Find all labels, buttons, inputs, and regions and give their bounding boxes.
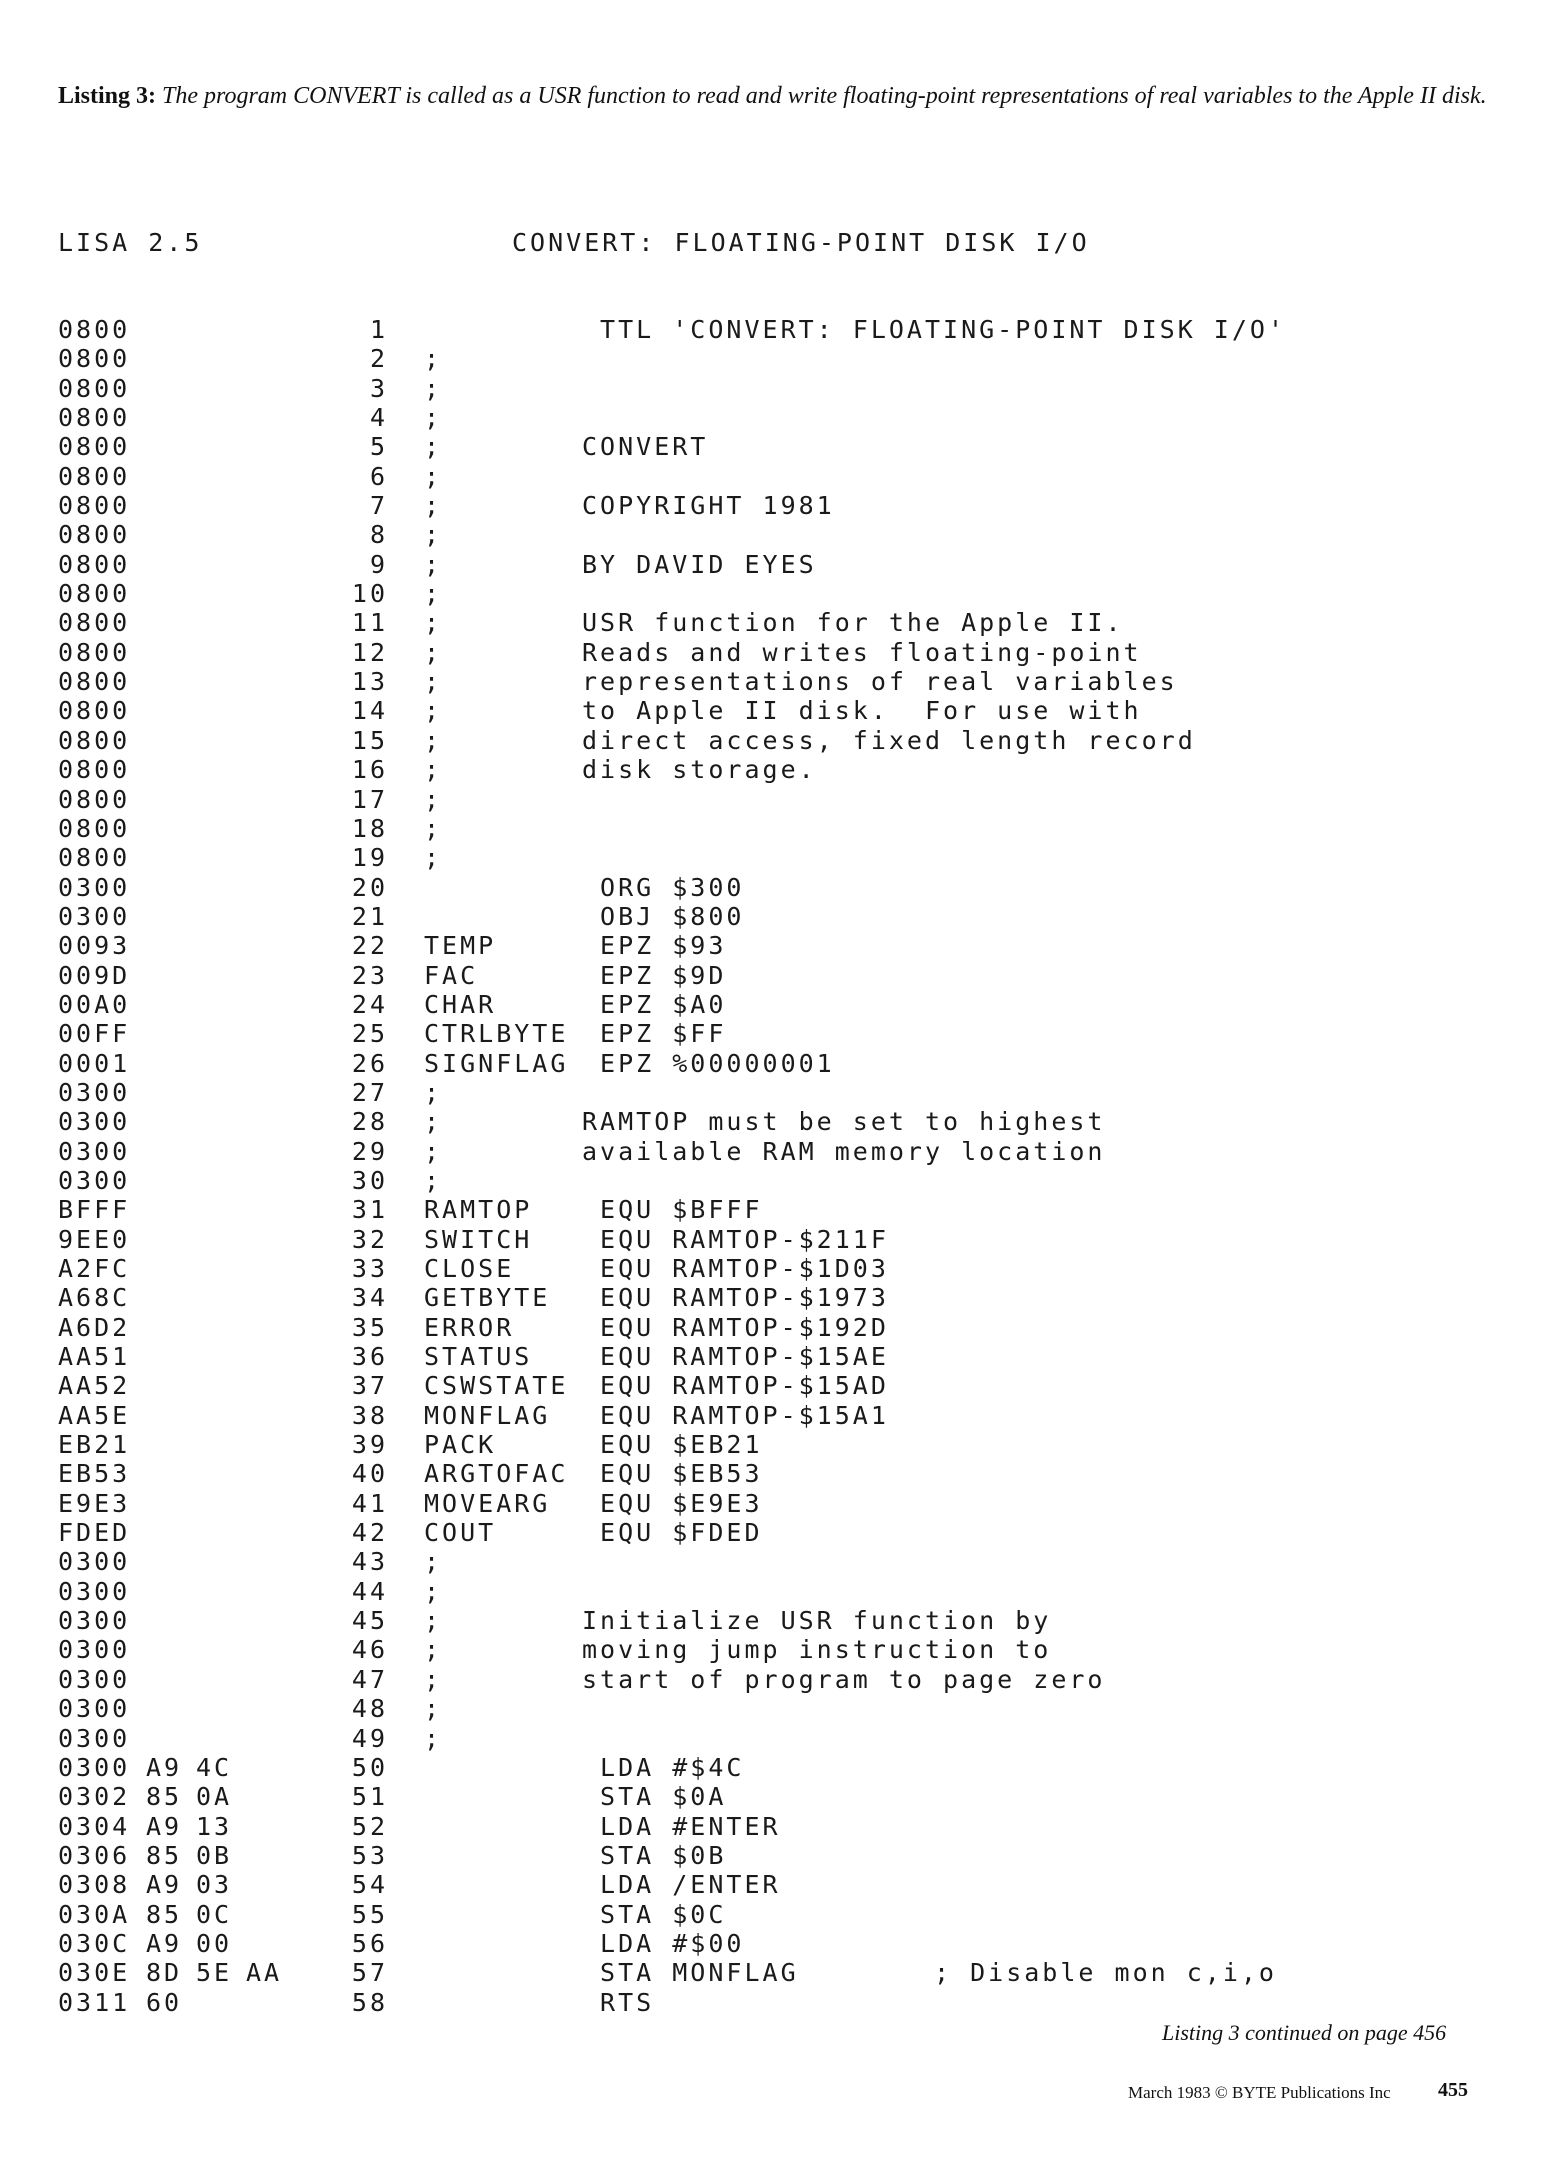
listing-line <box>0 462 1567 491</box>
operation: CONVERT <box>582 432 709 462</box>
byte-2: 00 <box>196 1928 233 1958</box>
operation: EPZ $A0 <box>582 989 727 1019</box>
line-number: 19 <box>351 843 388 873</box>
line-number: 33 <box>351 1254 388 1283</box>
listing-line <box>0 1547 1567 1576</box>
byte-2: 03 <box>196 1870 233 1900</box>
label: ; <box>424 813 443 843</box>
operation: representations of real variables <box>582 667 1178 697</box>
operation: STA MONFLAG <box>582 1958 799 1988</box>
label: CLOSE <box>424 1254 515 1283</box>
listing-line <box>0 1900 1567 1929</box>
line-number: 43 <box>351 1547 388 1577</box>
address: 0800 <box>58 491 131 521</box>
byte-2: 4C <box>196 1752 233 1782</box>
listing-line <box>0 843 1567 872</box>
operation: RTS <box>582 1987 655 2017</box>
label: RAMTOP <box>424 1195 533 1225</box>
address: BFFF <box>58 1195 131 1225</box>
line-number: 45 <box>351 1606 388 1636</box>
address: AA51 <box>58 1342 131 1372</box>
operation: STA $0B <box>582 1840 727 1870</box>
address: 0300 <box>58 1606 131 1636</box>
listing-line <box>0 667 1567 696</box>
listing-line <box>0 1254 1567 1283</box>
address: 009D <box>58 960 131 990</box>
operation: BY DAVID EYES <box>582 549 817 579</box>
operation: direct access, fixed length record <box>582 725 1196 755</box>
operation: to Apple II disk. For use with <box>582 696 1142 726</box>
listing-line <box>0 1137 1567 1166</box>
operation: EQU $E9E3 <box>582 1488 763 1518</box>
label: ; <box>424 725 443 755</box>
line-number: 54 <box>351 1870 388 1900</box>
operation: STA $0C <box>582 1899 727 1929</box>
address: 0300 <box>58 1547 131 1577</box>
address: 9EE0 <box>58 1224 131 1254</box>
listing-line <box>0 1812 1567 1841</box>
page-number: 455 <box>1438 2079 1468 2101</box>
operation: EQU $EB21 <box>582 1430 763 1460</box>
assembler-header: LISA 2.5 <box>58 228 203 257</box>
line-number: 4 <box>369 403 388 433</box>
operation: EPZ $FF <box>582 1019 727 1049</box>
listing-title: CONVERT: FLOATING-POINT DISK I/O <box>512 228 1090 257</box>
line-number: 26 <box>351 1048 388 1078</box>
line-number: 41 <box>351 1488 388 1518</box>
comment: ; Disable mon c,i,o <box>934 1958 1277 1988</box>
listing-line <box>0 990 1567 1019</box>
label: ; <box>424 1077 443 1107</box>
address: 0300 <box>58 1635 131 1665</box>
listing-line <box>0 315 1567 344</box>
label: ; <box>424 608 443 638</box>
address: 0800 <box>58 403 131 433</box>
listing-line <box>0 1107 1567 1136</box>
address: 0300 <box>58 1664 131 1694</box>
address: 030A <box>58 1899 131 1929</box>
label: ; <box>424 520 443 550</box>
listing-line <box>0 520 1567 549</box>
listing-line <box>0 1606 1567 1635</box>
address: 0300 <box>58 1752 131 1782</box>
byte-2: 0C <box>196 1899 233 1929</box>
line-number: 3 <box>369 373 388 403</box>
line-number: 34 <box>351 1283 388 1313</box>
publication-line: March 1983 © BYTE Publications Inc <box>1128 2083 1391 2102</box>
listing-line <box>0 1078 1567 1107</box>
address: 0300 <box>58 1694 131 1724</box>
address: 0800 <box>58 373 131 403</box>
address: 0300 <box>58 901 131 931</box>
label: MONFLAG <box>424 1400 551 1430</box>
operation: USR function for the Apple II. <box>582 608 1124 638</box>
line-number: 37 <box>351 1371 388 1401</box>
operation: OBJ $800 <box>582 901 745 931</box>
line-number: 29 <box>351 1136 388 1166</box>
line-number: 23 <box>351 960 388 990</box>
line-number: 24 <box>351 989 388 1019</box>
line-number: 51 <box>351 1782 388 1812</box>
listing-line <box>0 491 1567 520</box>
listing-line <box>0 1724 1567 1753</box>
operation: TTL 'CONVERT: FLOATING-POINT DISK I/O' <box>582 315 1286 344</box>
operation: EQU RAMTOP-$1D03 <box>582 1254 889 1283</box>
address: 0800 <box>58 813 131 843</box>
line-number: 38 <box>351 1400 388 1430</box>
address: 030C <box>58 1928 131 1958</box>
listing-line <box>0 1166 1567 1195</box>
byte-1: 8D <box>146 1958 183 1988</box>
address: 0308 <box>58 1870 131 1900</box>
operation: moving jump instruction to <box>582 1635 1052 1665</box>
operation: EQU RAMTOP-$15AE <box>582 1342 889 1372</box>
listing-line <box>0 814 1567 843</box>
line-number: 2 <box>369 344 388 374</box>
operation: EQU RAMTOP-$211F <box>582 1224 889 1254</box>
label: ARGTOFAC <box>424 1459 569 1489</box>
operation: disk storage. <box>582 755 817 785</box>
listing-line <box>0 1665 1567 1694</box>
line-number: 31 <box>351 1195 388 1225</box>
line-number: 28 <box>351 1107 388 1137</box>
listing-line <box>0 1635 1567 1664</box>
line-number: 8 <box>369 520 388 550</box>
operation: ORG $300 <box>582 872 745 902</box>
address: EB21 <box>58 1430 131 1460</box>
address: 0800 <box>58 549 131 579</box>
label: ; <box>424 549 443 579</box>
address: A2FC <box>58 1254 131 1283</box>
line-number: 13 <box>351 667 388 697</box>
line-number: 52 <box>351 1811 388 1841</box>
operation: EQU $EB53 <box>582 1459 763 1489</box>
label: ; <box>424 403 443 433</box>
operation: COPYRIGHT 1981 <box>582 491 835 521</box>
line-number: 11 <box>351 608 388 638</box>
line-number: 15 <box>351 725 388 755</box>
listing-line <box>0 1753 1567 1782</box>
label: ; <box>424 491 443 521</box>
label: GETBYTE <box>424 1283 551 1313</box>
address: AA52 <box>58 1371 131 1401</box>
line-number: 39 <box>351 1430 388 1460</box>
byte-1: A9 <box>146 1928 183 1958</box>
address: 0800 <box>58 579 131 609</box>
listing-line <box>0 374 1567 403</box>
address: 0800 <box>58 315 131 344</box>
byte-1: A9 <box>146 1752 183 1782</box>
label: CSWSTATE <box>424 1371 569 1401</box>
byte-2: 5E <box>196 1958 233 1988</box>
line-number: 48 <box>351 1694 388 1724</box>
byte-2: 0A <box>196 1782 233 1812</box>
operation: STA $0A <box>582 1782 727 1812</box>
line-number: 53 <box>351 1840 388 1870</box>
line-number: 56 <box>351 1928 388 1958</box>
address: 030E <box>58 1958 131 1988</box>
label: ; <box>424 1576 443 1606</box>
address: A68C <box>58 1283 131 1313</box>
listing-line <box>0 931 1567 960</box>
address: 0300 <box>58 1576 131 1606</box>
line-number: 9 <box>369 549 388 579</box>
byte-1: A9 <box>146 1870 183 1900</box>
operation: RAMTOP must be set to highest <box>582 1107 1106 1137</box>
listing-line <box>0 726 1567 755</box>
line-number: 58 <box>351 1987 388 2017</box>
address: 0800 <box>58 755 131 785</box>
address: 0800 <box>58 637 131 667</box>
listing-line <box>0 403 1567 432</box>
line-number: 10 <box>351 579 388 609</box>
caption-text: The program CONVERT is called as a USR function to read and write floating-point representations of real variables to the Apple II disk. <box>162 83 1487 109</box>
line-number: 1 <box>369 315 388 344</box>
line-number: 50 <box>351 1752 388 1782</box>
address: 0302 <box>58 1782 131 1812</box>
line-number: 18 <box>351 813 388 843</box>
line-number: 36 <box>351 1342 388 1372</box>
address: 0300 <box>58 1165 131 1195</box>
label: ; <box>424 637 443 667</box>
line-number: 42 <box>351 1518 388 1548</box>
continued-note: Listing 3 continued on page 456 <box>1162 2020 1447 2045</box>
listing-line <box>0 1988 1567 2017</box>
address: 0800 <box>58 725 131 755</box>
line-number: 12 <box>351 637 388 667</box>
label: ; <box>424 1547 443 1577</box>
line-number: 55 <box>351 1899 388 1929</box>
label: COUT <box>424 1518 497 1548</box>
listing-line <box>0 1019 1567 1048</box>
listing-line <box>0 1958 1567 1987</box>
code-listing <box>0 315 1567 2017</box>
label: ; <box>424 579 443 609</box>
operation: Reads and writes floating-point <box>582 637 1142 667</box>
listing-line <box>0 873 1567 902</box>
line-number: 46 <box>351 1635 388 1665</box>
label: ERROR <box>424 1312 515 1342</box>
listing-line <box>0 785 1567 814</box>
operation: EPZ $93 <box>582 931 727 961</box>
operation: LDA #$4C <box>582 1752 745 1782</box>
operation: EQU RAMTOP-$1973 <box>582 1283 889 1313</box>
label: ; <box>424 1635 443 1665</box>
line-number: 7 <box>369 491 388 521</box>
listing-line <box>0 344 1567 373</box>
listing-line <box>0 432 1567 461</box>
label: SWITCH <box>424 1224 533 1254</box>
address: AA5E <box>58 1400 131 1430</box>
label: SIGNFLAG <box>424 1048 569 1078</box>
label: ; <box>424 1694 443 1724</box>
line-number: 49 <box>351 1723 388 1753</box>
address: 0800 <box>58 667 131 697</box>
operation: EQU RAMTOP-$15A1 <box>582 1400 889 1430</box>
label: ; <box>424 1723 443 1753</box>
listing-line <box>0 1577 1567 1606</box>
label: ; <box>424 1664 443 1694</box>
label: FAC <box>424 960 479 990</box>
address: 0800 <box>58 784 131 814</box>
address: 0311 <box>58 1987 131 2017</box>
address: 0300 <box>58 1723 131 1753</box>
address: 0800 <box>58 461 131 491</box>
listing-line <box>0 1929 1567 1958</box>
operation: EPZ $9D <box>582 960 727 990</box>
listing-line <box>0 1870 1567 1899</box>
listing-line <box>0 1401 1567 1430</box>
label: ; <box>424 1165 443 1195</box>
label: ; <box>424 755 443 785</box>
operation: EPZ %00000001 <box>582 1048 835 1078</box>
operation: start of program to page zero <box>582 1664 1106 1694</box>
line-number: 17 <box>351 784 388 814</box>
address: FDED <box>58 1518 131 1548</box>
line-number: 22 <box>351 931 388 961</box>
listing-line <box>0 1518 1567 1547</box>
address: 0300 <box>58 1107 131 1137</box>
listing-line <box>0 608 1567 637</box>
listing-line <box>0 579 1567 608</box>
listing-line <box>0 1489 1567 1518</box>
address: 0300 <box>58 1136 131 1166</box>
address: 0800 <box>58 696 131 726</box>
listing-line <box>0 1841 1567 1870</box>
line-number: 6 <box>369 461 388 491</box>
address: E9E3 <box>58 1488 131 1518</box>
label: TEMP <box>424 931 497 961</box>
address: 0300 <box>58 1077 131 1107</box>
label: ; <box>424 667 443 697</box>
address: A6D2 <box>58 1312 131 1342</box>
address: 0300 <box>58 872 131 902</box>
address: EB53 <box>58 1459 131 1489</box>
listing-line <box>0 1694 1567 1723</box>
operation: EQU RAMTOP-$15AD <box>582 1371 889 1401</box>
address: 0800 <box>58 432 131 462</box>
byte-1: 85 <box>146 1840 183 1870</box>
label: STATUS <box>424 1342 533 1372</box>
listing-line <box>0 755 1567 784</box>
label: PACK <box>424 1430 497 1460</box>
listing-line <box>0 1195 1567 1224</box>
address: 0800 <box>58 843 131 873</box>
operation: LDA #$00 <box>582 1928 745 1958</box>
listing-line <box>0 550 1567 579</box>
address: 0306 <box>58 1840 131 1870</box>
address: 00A0 <box>58 989 131 1019</box>
label: CTRLBYTE <box>424 1019 569 1049</box>
line-number: 5 <box>369 432 388 462</box>
line-number: 47 <box>351 1664 388 1694</box>
line-number: 40 <box>351 1459 388 1489</box>
label: ; <box>424 1107 443 1137</box>
listing-line <box>0 1342 1567 1371</box>
line-number: 30 <box>351 1165 388 1195</box>
listing-line <box>0 1049 1567 1078</box>
line-number: 14 <box>351 696 388 726</box>
listing-caption <box>58 80 1498 112</box>
label: ; <box>424 373 443 403</box>
byte-1: 60 <box>146 1987 183 2017</box>
listing-line <box>0 638 1567 667</box>
caption-label: Listing 3: <box>58 83 157 109</box>
byte-2: 13 <box>196 1811 233 1841</box>
address: 0001 <box>58 1048 131 1078</box>
address: 0800 <box>58 344 131 374</box>
label: ; <box>424 843 443 873</box>
label: MOVEARG <box>424 1488 551 1518</box>
address: 0800 <box>58 608 131 638</box>
line-number: 21 <box>351 901 388 931</box>
label: CHAR <box>424 989 497 1019</box>
listing-line <box>0 696 1567 725</box>
address: 00FF <box>58 1019 131 1049</box>
line-number: 44 <box>351 1576 388 1606</box>
operation: EQU $BFFF <box>582 1195 763 1225</box>
label: ; <box>424 1136 443 1166</box>
line-number: 16 <box>351 755 388 785</box>
listing-line <box>0 1371 1567 1400</box>
address: 0800 <box>58 520 131 550</box>
line-number: 27 <box>351 1077 388 1107</box>
label: ; <box>424 696 443 726</box>
listing-line <box>0 961 1567 990</box>
label: ; <box>424 784 443 814</box>
operation: available RAM memory location <box>582 1136 1106 1166</box>
operation: EQU RAMTOP-$192D <box>582 1312 889 1342</box>
listing-line <box>0 902 1567 931</box>
listing-line <box>0 1430 1567 1459</box>
byte-1: 85 <box>146 1782 183 1812</box>
address: 0093 <box>58 931 131 961</box>
listing-line <box>0 1283 1567 1312</box>
line-number: 35 <box>351 1312 388 1342</box>
line-number: 25 <box>351 1019 388 1049</box>
label: ; <box>424 1606 443 1636</box>
listing-line <box>0 1313 1567 1342</box>
byte-1: A9 <box>146 1811 183 1841</box>
listing-line <box>0 1459 1567 1488</box>
byte-2: 0B <box>196 1840 233 1870</box>
operation: LDA /ENTER <box>582 1870 781 1900</box>
operation: EQU $FDED <box>582 1518 763 1548</box>
label: ; <box>424 432 443 462</box>
line-number: 57 <box>351 1958 388 1988</box>
address: 0304 <box>58 1811 131 1841</box>
line-number: 32 <box>351 1224 388 1254</box>
listing-line <box>0 1225 1567 1254</box>
byte-1: 85 <box>146 1899 183 1929</box>
byte-3: AA <box>246 1958 283 1988</box>
label: ; <box>424 461 443 491</box>
listing-line <box>0 1782 1567 1811</box>
line-number: 20 <box>351 872 388 902</box>
operation: LDA #ENTER <box>582 1811 781 1841</box>
operation: Initialize USR function by <box>582 1606 1052 1636</box>
label: ; <box>424 344 443 374</box>
